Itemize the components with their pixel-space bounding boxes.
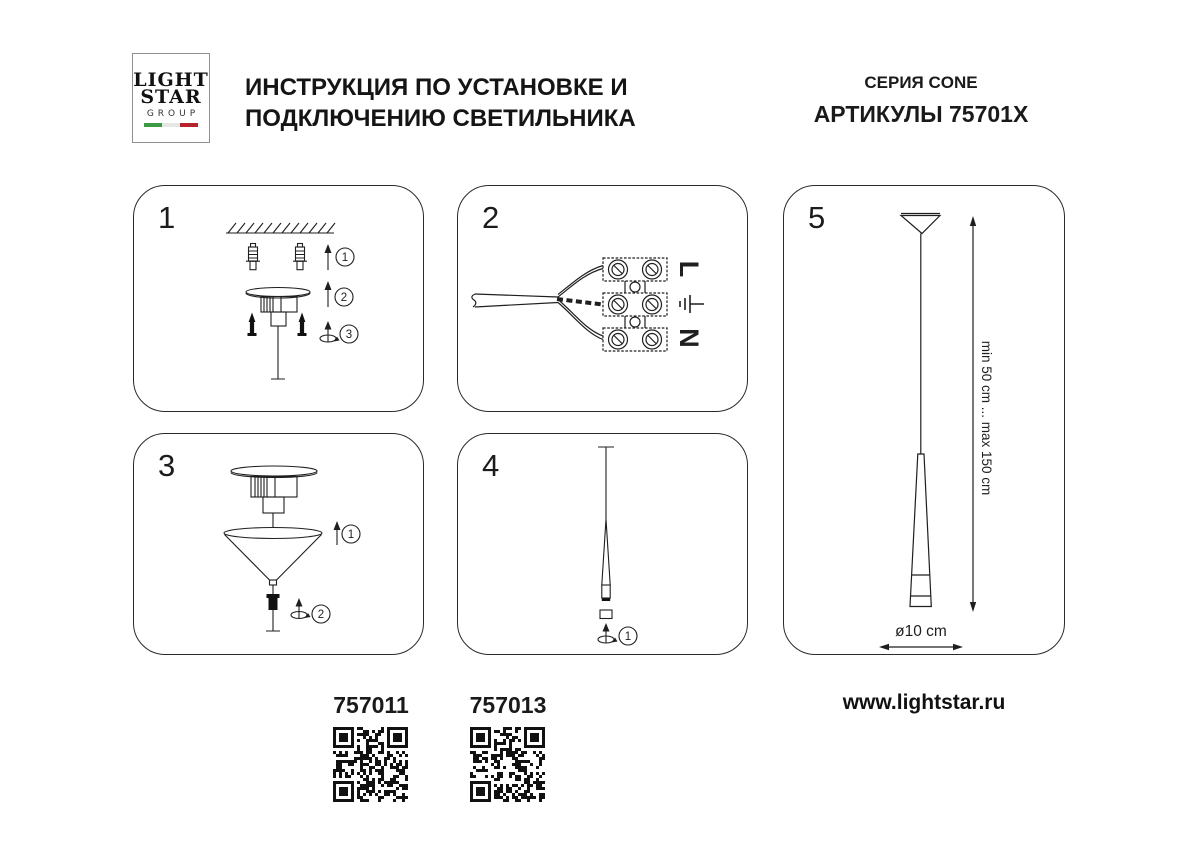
- screw-left: [248, 313, 257, 337]
- panel-step-1: [133, 185, 424, 412]
- height-range-label: min 50 cm ... max 150 cm: [979, 340, 994, 496]
- terminal-label-live: L: [674, 260, 704, 278]
- qr-code-left: [333, 727, 408, 802]
- rotate-symbol: [320, 321, 340, 342]
- wall-anchor-left: [246, 244, 260, 270]
- step-4-number: 4: [482, 448, 500, 483]
- step-2-diagram: [458, 186, 746, 410]
- height-dimension-arrow: [970, 216, 976, 612]
- pendant-cone: [602, 519, 610, 601]
- page-title: [245, 72, 675, 134]
- callout-3-label: 3: [345, 329, 353, 341]
- step-1-number: 1: [158, 200, 176, 235]
- diameter-label: ø10 cm: [895, 623, 947, 640]
- step-4-diagram: [458, 434, 746, 653]
- page-title-line1: ИНСТРУКЦИЯ ПО УСТАНОВКЕ И: [245, 74, 628, 101]
- callout-1-label: 1: [347, 529, 355, 541]
- callout-2-label: 2: [317, 609, 325, 621]
- step-1-diagram: [134, 186, 422, 410]
- website-url: www.lightstar.ru: [842, 691, 1006, 714]
- panel-step-3: [133, 433, 424, 655]
- cone-shade: [224, 528, 322, 586]
- ceiling-hatch: [228, 223, 335, 233]
- arrow-up-2-head: [325, 281, 332, 290]
- diffuser-part: [600, 610, 612, 619]
- step-2-number: 2: [482, 200, 500, 235]
- earth-symbol: [680, 295, 704, 313]
- step-3-diagram: [134, 434, 422, 653]
- flag-red-segment: [180, 123, 198, 127]
- callout-2-label: 2: [340, 292, 348, 304]
- suspension-wire: [598, 447, 614, 519]
- articles-code: АРТИКУЛЫ 75701X: [813, 101, 1029, 127]
- panel-step-4: [457, 433, 748, 655]
- rotate-symbol: [598, 623, 618, 643]
- ceiling-canopy: [231, 466, 317, 528]
- cord-grip: [267, 594, 280, 610]
- wall-anchor-right: [293, 244, 307, 270]
- panel-step-5: [783, 185, 1065, 655]
- terminal-label-neutral: N: [674, 328, 704, 348]
- pendant-cone: [910, 454, 931, 607]
- series-name: СЕРИЯ CONE: [864, 73, 978, 92]
- arrow-up-1-head: [325, 244, 332, 253]
- series-block: [790, 73, 1052, 128]
- step-5-diagram: [784, 186, 1063, 653]
- screw-right: [298, 313, 307, 337]
- step-5-number: 5: [808, 200, 826, 235]
- flag-white-segment: [162, 123, 180, 127]
- logo-word-light: LIGHT: [133, 68, 209, 91]
- article-number-left: 757011: [333, 692, 409, 718]
- step-3-number: 3: [158, 448, 176, 483]
- page-title-line2: ПОДКЛЮЧЕНИЮ СВЕТИЛЬНИКА: [245, 105, 636, 132]
- qr-code-right: [470, 727, 545, 802]
- logo-word-group: GROUP: [146, 108, 200, 119]
- ceiling-cup: [901, 214, 940, 234]
- callout-1-label: 1: [624, 631, 632, 643]
- article-number-right: 757013: [469, 692, 547, 718]
- wire-live: [558, 266, 603, 298]
- diameter-dimension-arrow: [879, 644, 963, 650]
- italian-flag-stripe: [144, 123, 198, 127]
- callout-1-label: 1: [341, 252, 349, 264]
- wire-middle: [557, 299, 603, 305]
- lightstar-logo: [132, 53, 210, 143]
- terminal-screws: [609, 260, 662, 349]
- rotate-symbol: [291, 598, 311, 619]
- panel-step-2: [457, 185, 748, 412]
- mains-cable: [472, 294, 558, 307]
- flag-green-segment: [144, 123, 162, 127]
- logo-word-star: STAR: [140, 85, 202, 108]
